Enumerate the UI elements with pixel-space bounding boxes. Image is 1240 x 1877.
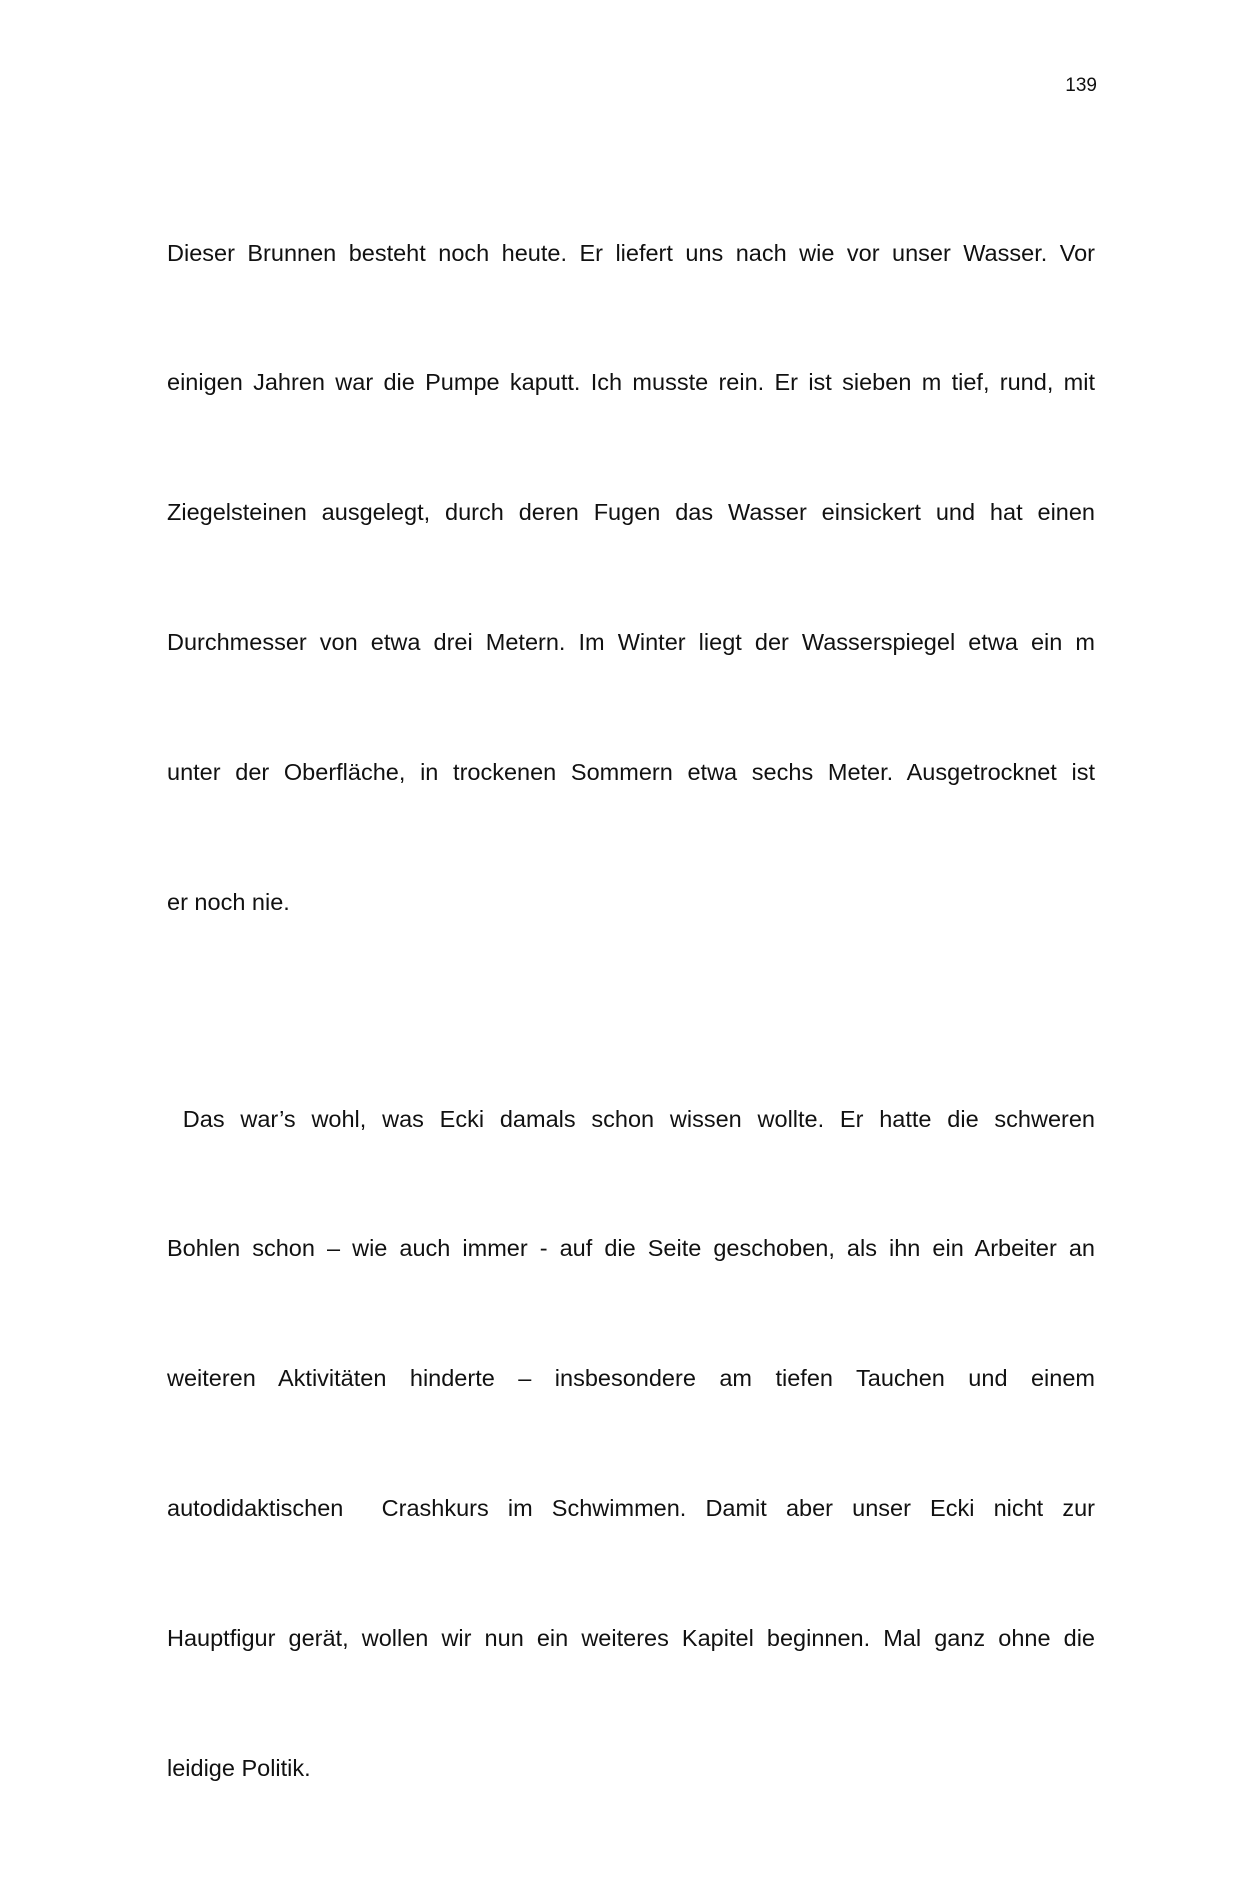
- text-line: weiteren Aktivitäten hinderte – insbesondere am tiefen Tauchen und einem: [167, 1365, 1095, 1392]
- text-line: Das war’s wohl, was Ecki damals schon wissen wollte. Er hatte die schweren: [167, 1105, 1096, 1132]
- paragraph-1: [167, 145, 1095, 1011]
- text-line: Dieser Brunnen besteht noch heute. Er liefert uns nach wie vor unser Wasser. Vor: [167, 239, 1095, 266]
- text-line: Bohlen schon – wie auch immer - auf die Seite geschoben, als ihn ein Arbeiter an: [167, 1235, 1095, 1262]
- text-line: einigen Jahren war die Pumpe kaputt. Ich musste rein. Er ist sieben m tief, rund, mit: [167, 369, 1095, 396]
- text-line: leidige Politik.: [167, 1754, 311, 1781]
- text-line: autodidaktischen Crashkurs im Schwimmen. Damit aber unser Ecki nicht zur: [167, 1495, 1095, 1522]
- text-line: Durchmesser von etwa drei Metern. Im Winter liegt der Wasserspiegel etwa ein m: [167, 629, 1095, 656]
- text-line: Ziegelsteinen ausgelegt, durch deren Fugen das Wasser einsickert und hat einen: [167, 499, 1095, 526]
- paragraph-2: [167, 1011, 1095, 1877]
- text-body: [167, 145, 1095, 1877]
- text-line: Hauptfigur gerät, wollen wir nun ein weiteres Kapitel beginnen. Mal ganz ohne die: [167, 1625, 1095, 1652]
- page-number: 139: [1065, 75, 1097, 96]
- text-line: unter der Oberfläche, in trockenen Sommern etwa sechs Meter. Ausgetrocknet ist: [167, 759, 1095, 786]
- text-line: er noch nie.: [167, 889, 290, 916]
